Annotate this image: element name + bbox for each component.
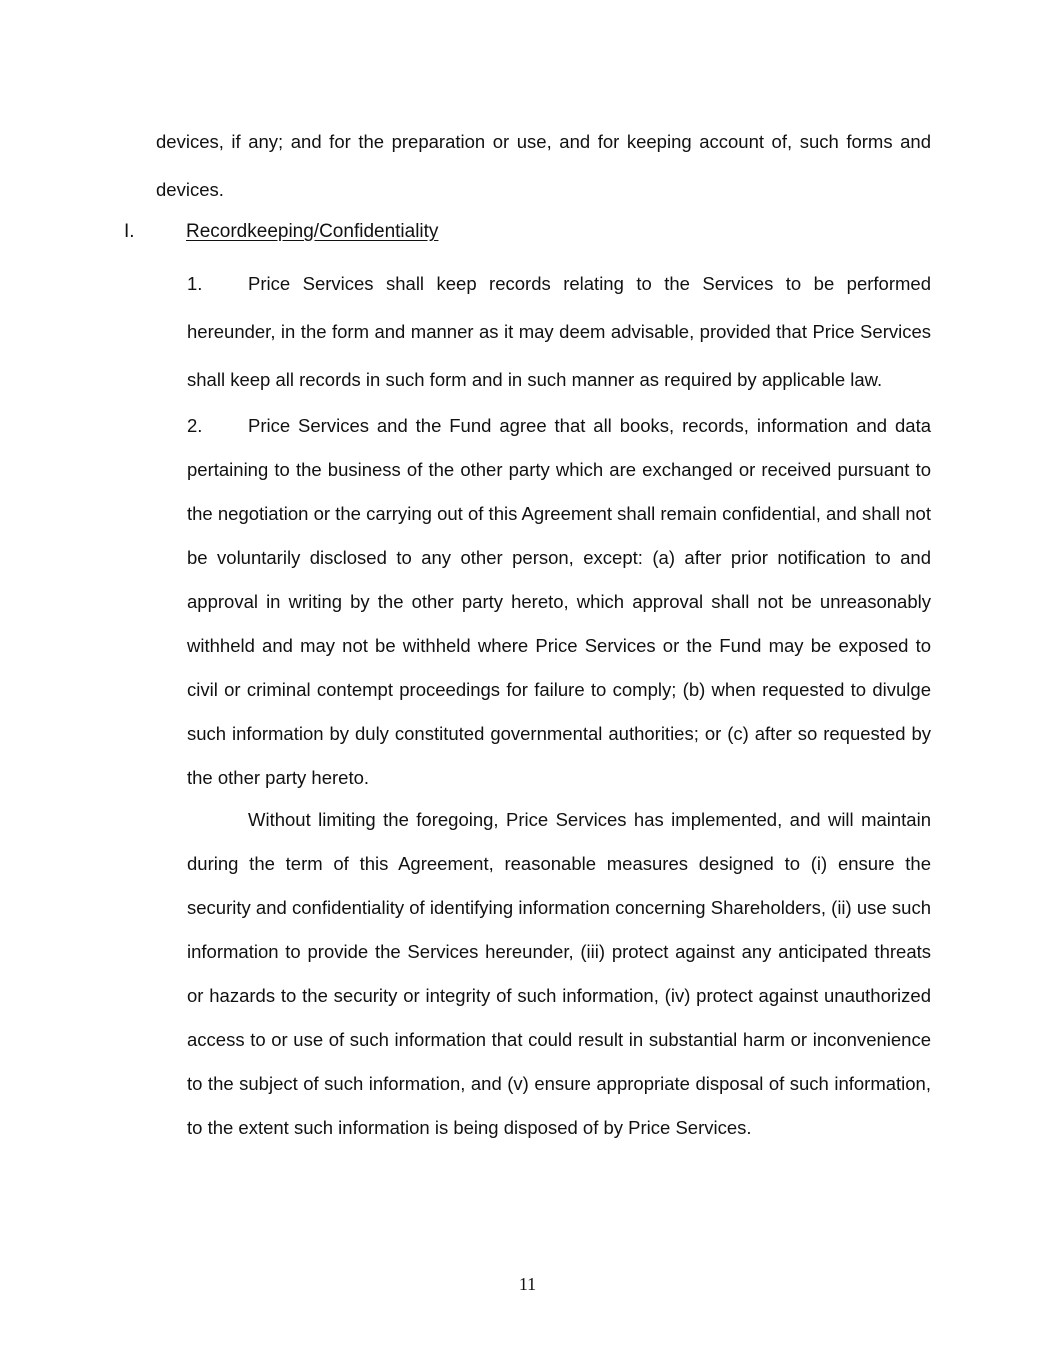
- page-number: 11: [518, 1274, 537, 1294]
- paragraph-text-1: Price Services shall keep records relating to the Services to be performed hereunder, in the form and manner as it may deem advisable, provided that Price Services shall keep all records in such form and in such manner as required by applicable law.: [187, 273, 931, 390]
- section-letter: I.: [124, 221, 135, 242]
- numbered-paragraph-2: [187, 404, 931, 800]
- numbered-paragraph-1: [187, 260, 931, 404]
- section-heading: [124, 216, 438, 248]
- lead-paragraph: devices, if any; and for the preparation or use, and for keeping account of, such forms and devices.: [156, 131, 931, 200]
- paragraph-number-2: 2.: [187, 415, 203, 436]
- continuation-paragraph: [187, 798, 931, 1150]
- section-title: Recordkeeping/Confidentiality: [186, 221, 439, 242]
- paragraph-text-2: Price Services and the Fund agree that all books, records, information and data pertaining to the business of the other party which are exchanged or received pursuant to the negotiation or the carrying out of this Agreement shall remain confidential, and shall not be voluntarily disclosed to any other person, except: (a) after prior notification to and approval in writing by the other party hereto, which approval shall not be unreasonably withheld and may not be withheld where Price Services or the Fund may be exposed to civil or criminal contempt proceedings for failure to comply; (b) when requested to divulge such information by duly constituted governmental authorities; or (c) after so requested by the other party hereto.: [187, 415, 931, 788]
- paragraph-number-1: 1.: [187, 273, 203, 294]
- continuation-text: Without limiting the foregoing, Price Services has implemented, and will maintain during the term of this Agreement, reasonable measures designed to (i) ensure the security and confidentiality of identifying information concerning Shareholders, (ii) use such information to provide the Services hereunder, (iii) protect against any anticipated threats or hazards to the security or integrity of such information, (iv) protect against unauthorized access to or use of such information that could result in substantial harm or inconvenience to the subject of such information, and (v) ensure appropriate disposal of such information, to the extent such information is being disposed of by Price Services.: [187, 809, 931, 1138]
